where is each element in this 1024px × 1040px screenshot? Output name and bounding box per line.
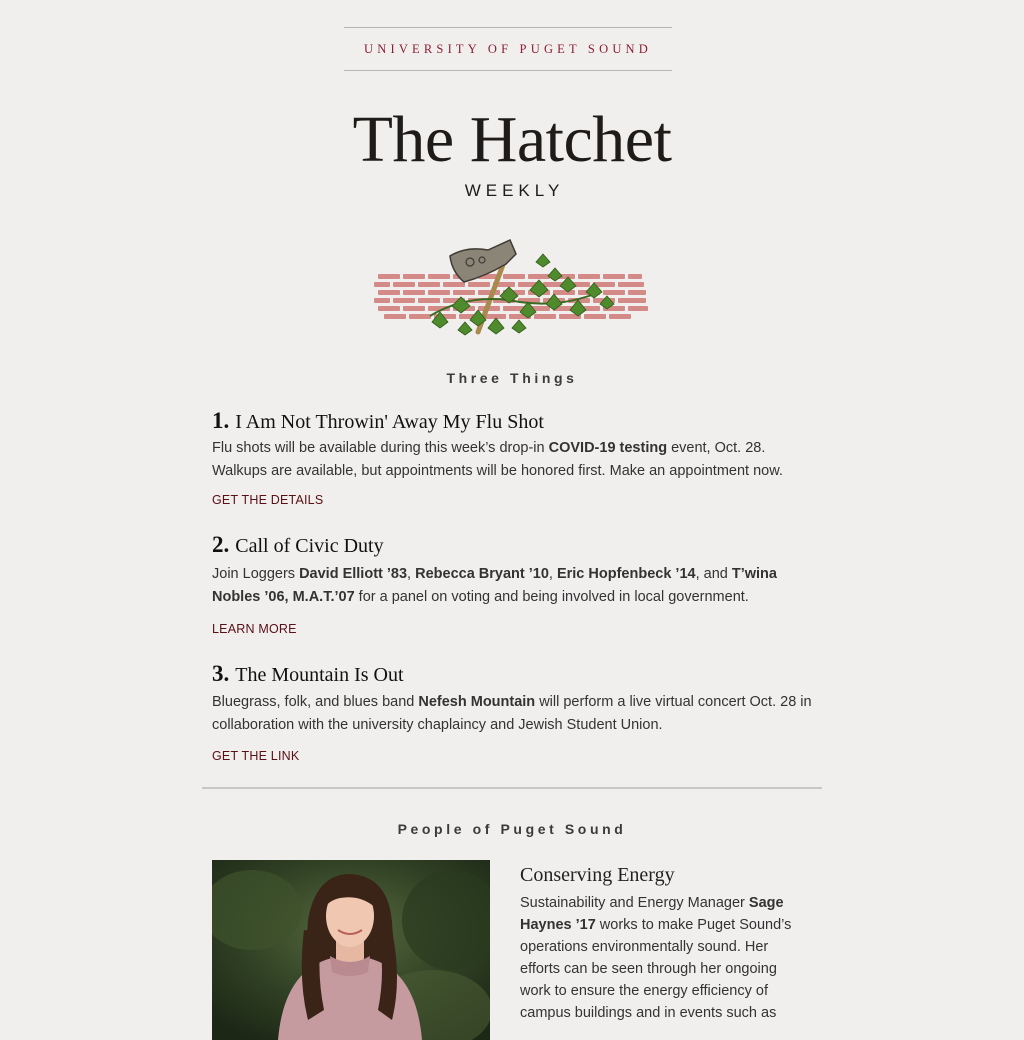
get-the-details-link[interactable]: GET THE DETAILS — [212, 493, 324, 507]
feature-title[interactable]: Conserving Energy — [520, 864, 675, 886]
item-title[interactable] — [212, 533, 812, 558]
newsletter-title: The Hatchet — [352, 103, 672, 176]
newsletter-subtitle: WEEKLY — [464, 181, 565, 200]
item-number: 2. — [212, 532, 230, 557]
section-heading-people: People of Puget Sound — [397, 821, 627, 837]
university-wordmark[interactable]: UNIVERSITY OF PUGET SOUND — [364, 41, 652, 56]
item-number: 1. — [212, 408, 230, 433]
section-heading-three-things: Three Things — [446, 370, 578, 386]
item-title-text: The Mountain Is Out — [235, 664, 404, 686]
three-things-item-1 — [212, 409, 812, 482]
people-feature — [520, 862, 810, 1024]
item-title-text: I Am Not Throwin' Away My Flu Shot — [235, 411, 544, 433]
section-divider — [202, 787, 822, 789]
item-body: Join Loggers David Elliott ’83, Rebecca Bryant ’10, Eric Hopfenbeck ’14, and T’wina Nobles ’06, M.A.T.’07 for a panel on voting and being involved in local government. — [212, 566, 777, 605]
item-number: 3. — [212, 661, 230, 686]
item-body: Bluegrass, folk, and blues band Nefesh Mountain will perform a live virtual concert Oct. 28 in collaboration with the university chaplaincy and Jewish Student Union. — [212, 694, 812, 733]
feature-body: Sustainability and Energy Manager Sage Haynes ’17 works to make Puget Sound’s operations environmentally sound. Her efforts can be seen through her ongoing work to ensure the energy efficiency of campus buildings and in events such as — [520, 895, 792, 1021]
item-body: Flu shots will be available during this week’s drop-in COVID-19 testing event, Oct. 28. Walkups are available, but appointments will be honored first. Make an appointment now. — [212, 440, 783, 479]
hatchet-brick-ivy-logo — [370, 232, 654, 344]
get-the-link-link[interactable]: GET THE LINK — [212, 749, 300, 763]
portrait-illustration — [212, 860, 490, 1040]
covid-testing-link[interactable]: COVID-19 testing — [548, 440, 668, 456]
item-title[interactable] — [212, 662, 812, 687]
item-title-text: Call of Civic Duty — [235, 535, 384, 557]
masthead-rule — [344, 27, 672, 71]
three-things-item-2 — [212, 533, 812, 608]
item-title[interactable] — [212, 409, 812, 434]
portrait-photo[interactable] — [212, 860, 490, 1040]
three-things-item-3 — [212, 662, 812, 736]
learn-more-link[interactable]: LEARN MORE — [212, 622, 297, 636]
